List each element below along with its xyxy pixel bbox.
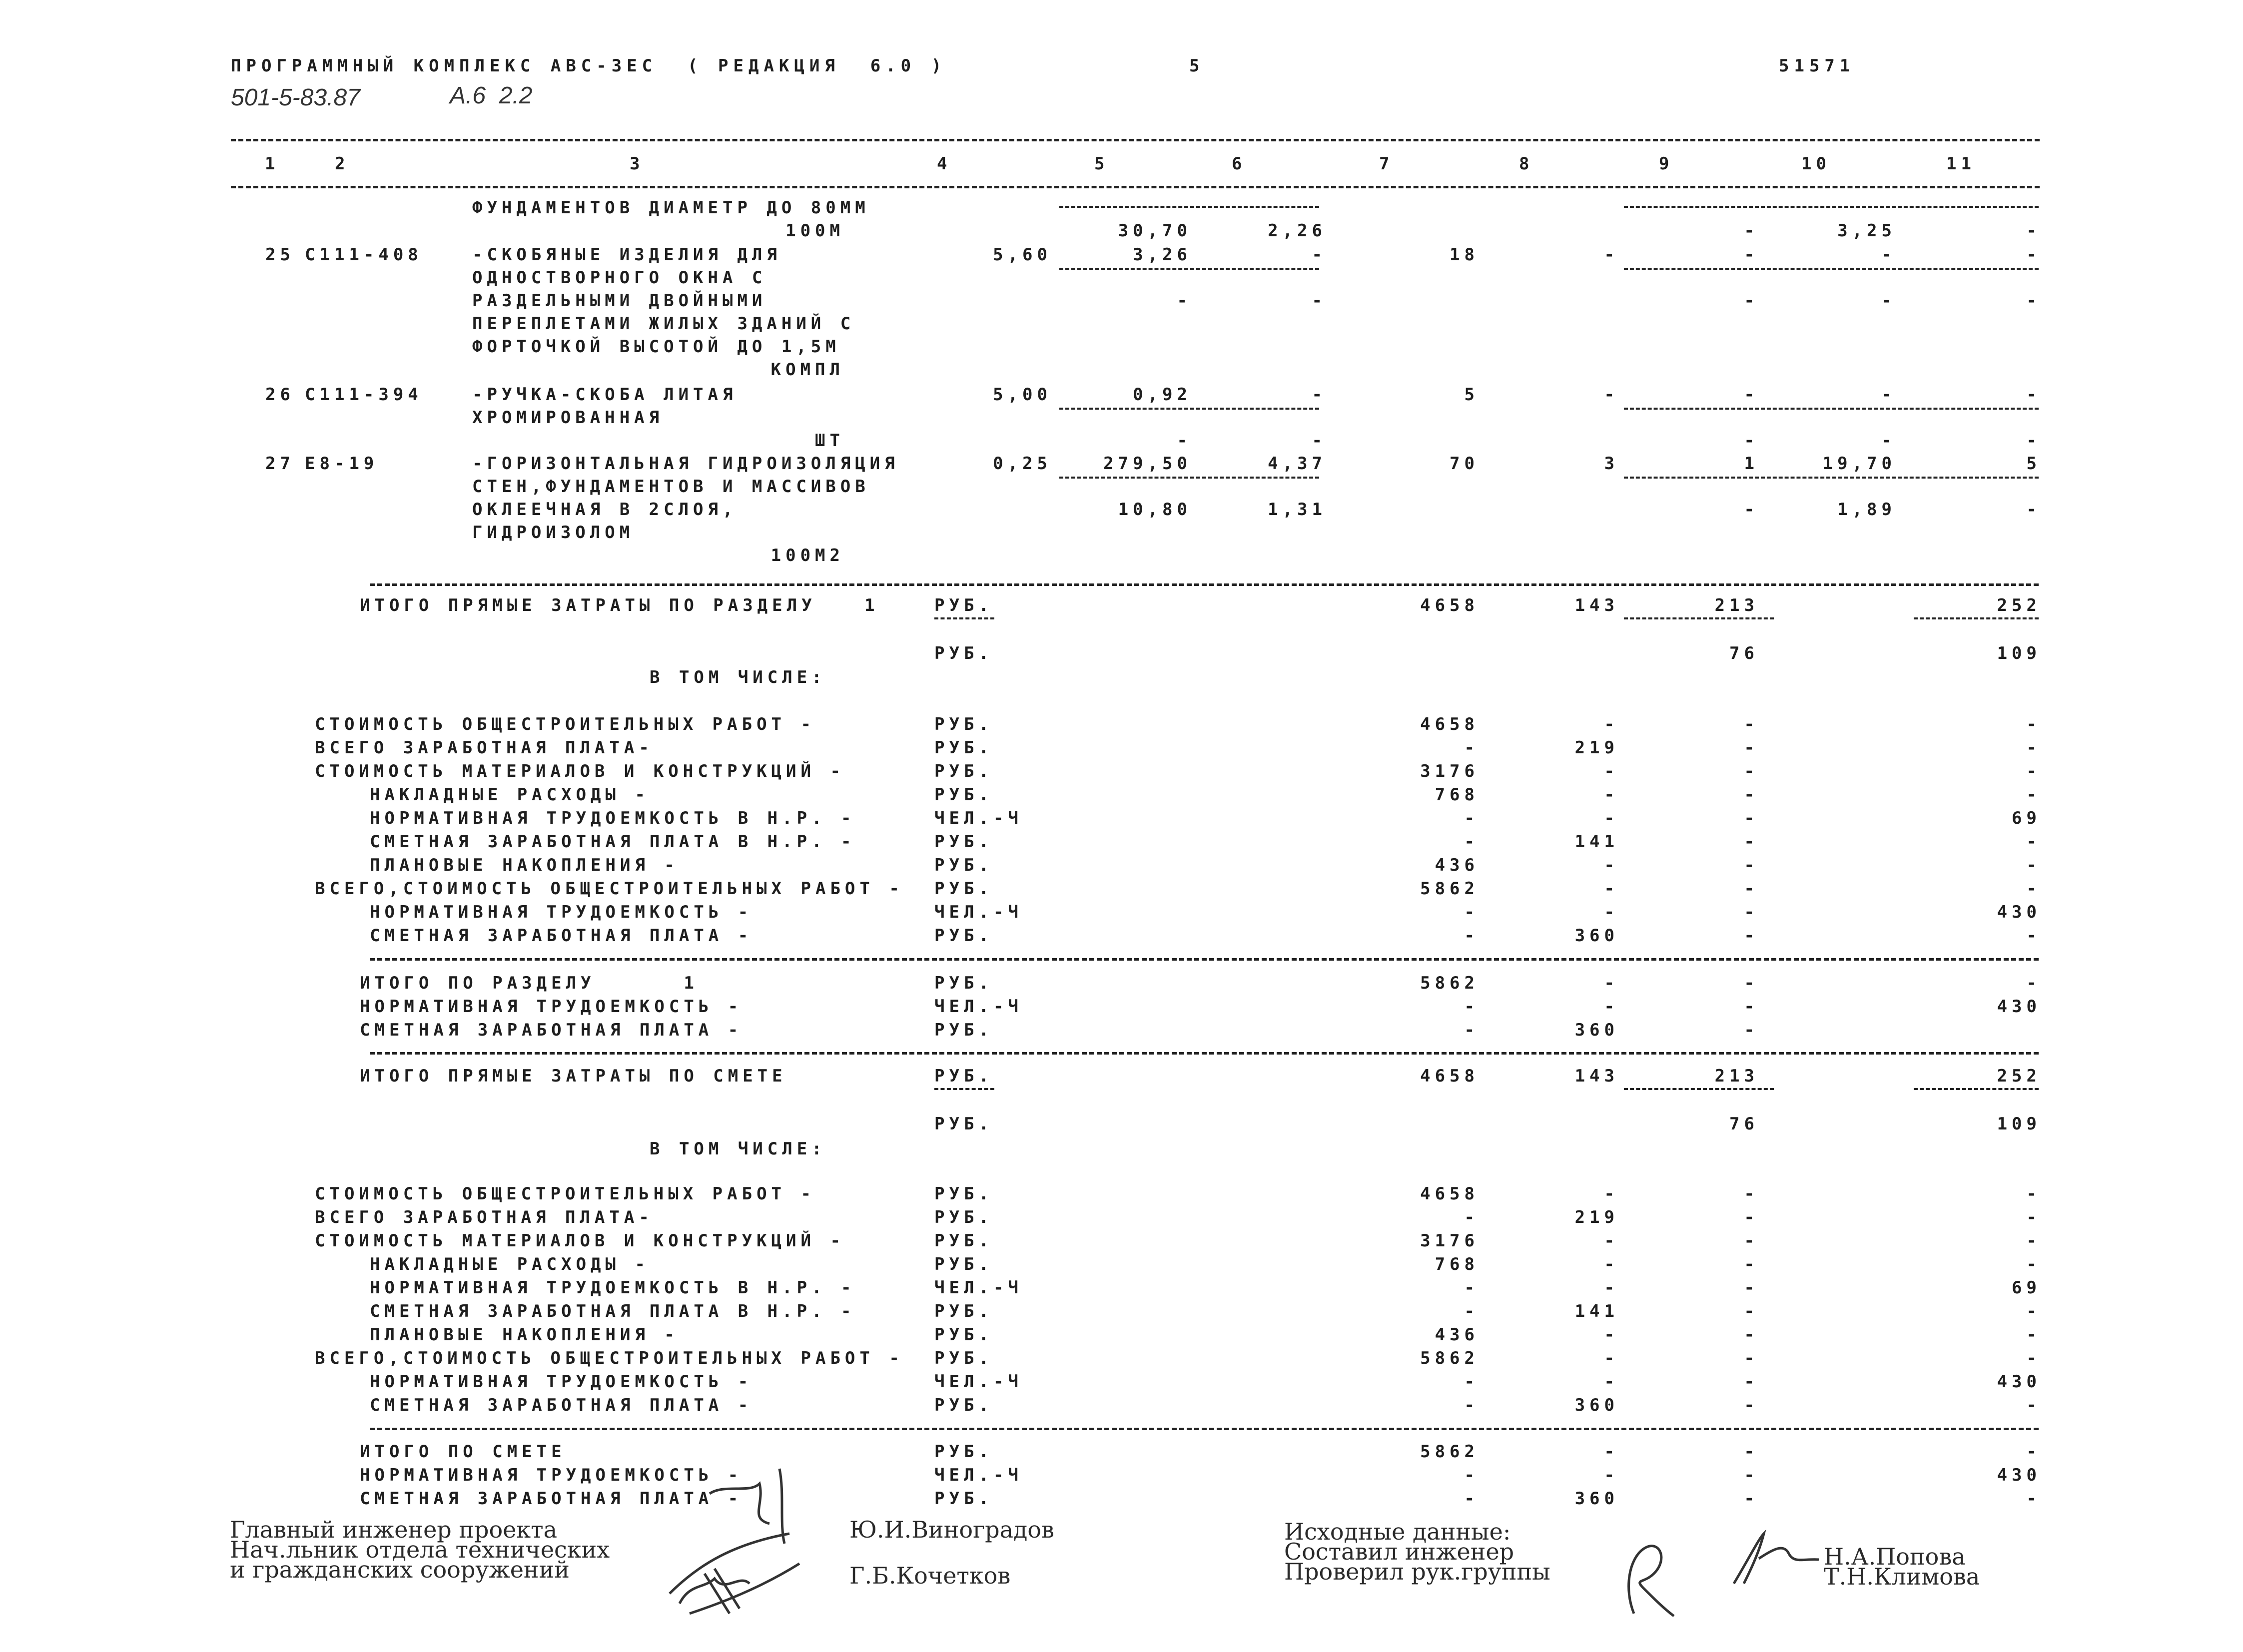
item-description: ГИДРОИЗОЛОМ [472,523,635,543]
value-c7: - [1464,1372,1479,1392]
value-c8: - [1604,785,1619,805]
value-group-rule [1624,408,2039,410]
value-c8: 219 [1574,1207,1619,1227]
unit-label: РУБ. [934,761,993,781]
value-c7: 4658 [1420,1066,1479,1086]
value-c11: - [2026,221,2041,241]
value-c9: - [1744,738,1759,758]
value-c8: 360 [1574,926,1619,946]
value-c8: - [1604,1231,1619,1251]
value-c6: 4,37 [1268,454,1327,474]
value-c7: - [1464,1465,1479,1485]
value-c8: 141 [1574,832,1619,852]
unit-label: РУБ. [934,926,993,946]
breakdown-label: СМЕТНАЯ ЗАРАБОТНАЯ ПЛАТА - [370,926,753,946]
item-description: ФОРТОЧКОЙ ВЫСОТОЙ ДО 1,5М [472,337,840,357]
value-c10: - [1881,245,1896,265]
value-c9: - [1744,902,1759,922]
unit-label: РУБ. [934,738,993,758]
breakdown-label: НОРМАТИВНАЯ ТРУДОЕМКОСТЬ В Н.Р. - [370,808,856,828]
value-c9: - [1744,973,1759,993]
value-c8: - [1604,973,1619,993]
breakdown-label: НОРМАТИВНАЯ ТРУДОЕМКОСТЬ - [370,1372,753,1392]
value-c11: 430 [1997,997,2041,1017]
value-c11b: - [2026,500,2041,520]
value-c8: - [1604,808,1619,828]
value-c11: - [2026,973,2041,993]
value-c8: - [1604,997,1619,1017]
including-label: В ТОМ ЧИСЛЕ: [650,667,826,687]
value-c9: - [1744,1395,1759,1415]
unit-label: ЧЕЛ.-Ч [934,808,1023,828]
value-c11: - [2026,855,2041,875]
total-label: СМЕТНАЯ ЗАРАБОТНАЯ ПЛАТА - [360,1020,743,1040]
unit-label: РУБ. [934,1325,993,1345]
value-group-rule [1914,617,2039,619]
value-c8: - [1604,879,1619,899]
value-c7: - [1464,738,1479,758]
value-c11: - [2026,1231,2041,1251]
value-c5b: - [1177,431,1192,451]
value-c7: 4658 [1420,1184,1479,1204]
value-c7: - [1464,1301,1479,1321]
unit-label: РУБ. [934,595,993,615]
value-c11: - [2026,832,2041,852]
item-unit: 100М2 [770,546,844,565]
breakdown-label: ПЛАНОВЫЕ НАКОПЛЕНИЯ - [370,1325,679,1345]
value-group-rule [1624,206,2039,208]
unit-label: ЧЕЛ.-Ч [934,1465,1023,1485]
program-title: ПРОГРАММНЫЙ КОМПЛЕКС АВС-ЗЕС ( РЕДАКЦИЯ 6.0 ) [231,56,947,76]
value-c9: - [1744,761,1759,781]
value-c6b: - [1312,431,1327,451]
value-c9: - [1744,1278,1759,1298]
value-group-rule [1059,408,1319,410]
unit-label: РУБ. [934,1184,993,1204]
value-c8: 3 [1604,454,1619,474]
handwritten-signature-reviewer [1729,1529,1824,1589]
value-group-rule [1624,477,2039,479]
value-c7: 768 [1435,1254,1479,1274]
value-c9: - [1744,808,1759,828]
value-c9: - [1744,1465,1759,1485]
value-c11: 69 [2012,808,2041,828]
item-description: СТЕН,ФУНДАМЕНТОВ И МАССИВОВ [472,477,870,497]
total-label: ИТОГО ПО РАЗДЕЛУ 1 [360,973,699,993]
value-c9: - [1744,1231,1759,1251]
unit-label: РУБ. [934,1254,993,1274]
value-c9: - [1744,855,1759,875]
unit-label: РУБ. [934,1114,993,1134]
value-c11b: 109 [1997,643,2041,663]
value-c8: - [1604,1278,1619,1298]
breakdown-label: ВСЕГО ЗАРАБОТНАЯ ПЛАТА- [315,738,654,758]
value-c9b: 76 [1729,1114,1759,1134]
value-c4: 0,25 [993,454,1052,474]
value-c7: - [1464,1278,1479,1298]
value-c6: - [1312,385,1327,405]
item-description: ОКЛЕЕЧНАЯ В 2СЛОЯ, [472,500,738,520]
signatory-name: Г.Б.Кочетков [849,1562,1011,1589]
value-c9b: - [1744,291,1759,311]
item-code: С111-394 [305,385,423,405]
unit-label: РУБ. [934,1231,993,1251]
breakdown-label: НОРМАТИВНАЯ ТРУДОЕМКОСТЬ - [370,902,753,922]
value-c5b: 10,80 [1118,500,1192,520]
value-c8: 360 [1574,1395,1619,1415]
item-description: ПЕРЕПЛЕТАМИ ЖИЛЫХ ЗДАНИЙ С [472,314,855,334]
total-label: СМЕТНАЯ ЗАРАБОТНАЯ ПЛАТА - [360,1489,743,1509]
value-c9: - [1744,1184,1759,1204]
unit-label: РУБ. [934,855,993,875]
item-number: 25 [265,245,295,265]
value-c8: - [1604,902,1619,922]
value-c7: - [1464,1020,1479,1040]
value-c8: - [1604,1184,1619,1204]
column-header: 6 [1232,154,1247,174]
value-c11: 430 [1997,902,2041,922]
value-c9: - [1744,1325,1759,1345]
project-code: 501-5-83.87 [231,84,360,111]
value-c10: - [1881,385,1896,405]
value-c11: - [2026,785,2041,805]
value-c11: - [2026,1395,2041,1415]
breakdown-label: ВСЕГО,СТОИМОСТЬ ОБЩЕСТРОИТЕЛЬНЫХ РАБОТ - [315,879,904,899]
value-c10: 19,70 [1822,454,1896,474]
value-c11: - [2026,714,2041,734]
value-c8: 143 [1574,1066,1619,1086]
value-c11: - [2026,1207,2041,1227]
unit-label: РУБ. [934,714,993,734]
section-total-rule [370,583,2039,586]
total-label: НОРМАТИВНАЯ ТРУДОЕМКОСТЬ - [360,1465,743,1485]
value-c9b: - [1744,500,1759,520]
value-c9: - [1744,221,1759,241]
value-c11: 252 [1997,595,2041,615]
value-group-rule [1059,206,1319,208]
value-c8: 360 [1574,1489,1619,1509]
value-c9: - [1744,1348,1759,1368]
value-c7: 4658 [1420,595,1479,615]
value-c11: - [2026,385,2041,405]
value-c9: - [1744,1020,1759,1040]
value-c6: - [1312,245,1327,265]
value-c7: 3176 [1420,761,1479,781]
column-header: 4 [937,154,952,174]
value-c9: - [1744,879,1759,899]
document-number: 51571 [1779,56,1855,76]
value-c9: - [1744,1301,1759,1321]
value-c7: 5862 [1420,1348,1479,1368]
unit-label: РУБ. [934,1489,993,1509]
signatory-name: Н.А.Попова [1824,1543,1966,1570]
column-header: 11 [1946,154,1976,174]
estimate-final-rule [370,1428,2039,1430]
value-c9: - [1744,997,1759,1017]
value-c7: 5862 [1420,1442,1479,1462]
breakdown-label: СМЕТНАЯ ЗАРАБОТНАЯ ПЛАТА В Н.Р. - [370,832,856,852]
unit-label: ЧЕЛ.-Ч [934,1372,1023,1392]
value-c10b: - [1881,291,1896,311]
unit-label: РУБ. [934,1442,993,1462]
value-c8: 141 [1574,1301,1619,1321]
value-c4: 5,60 [993,245,1052,265]
value-c8: 143 [1574,595,1619,615]
item-number: 26 [265,385,295,405]
value-c6b: 1,31 [1268,500,1327,520]
value-group-rule [1624,1088,1774,1090]
value-c11: 430 [1997,1465,2041,1485]
value-c5: 3,26 [1133,245,1192,265]
unit-label: РУБ. [934,643,993,663]
value-c5: 30,70 [1118,221,1192,241]
value-c9b: - [1744,431,1759,451]
value-c8: - [1604,1325,1619,1345]
value-c8: - [1604,1442,1619,1462]
value-c10: 3,25 [1837,221,1896,241]
item-description: ФУНДАМЕНТОВ ДИАМЕТР ДО 80ММ [472,198,870,218]
unit-label: РУБ. [934,1395,993,1415]
unit-rule [934,1088,994,1090]
value-c9: - [1744,926,1759,946]
value-c8: - [1604,385,1619,405]
column-header: 2 [335,154,350,174]
breakdown-label: НАКЛАДНЫЕ РАСХОДЫ - [370,1254,650,1274]
value-c11b: - [2026,291,2041,311]
value-c9: - [1744,1442,1759,1462]
unit-label: РУБ. [934,1020,993,1040]
value-c9: - [1744,245,1759,265]
column-header: 3 [630,154,645,174]
signature-title: Исходные данные: [1284,1518,1511,1545]
value-c7: - [1464,997,1479,1017]
value-group-rule [1059,268,1319,270]
unit-label: РУБ. [934,1066,993,1086]
breakdown-label: СТОИМОСТЬ ОБЩЕСТРОИТЕЛЬНЫХ РАБОТ - [315,714,815,734]
value-c7: 18 [1450,245,1479,265]
item-description: -РУЧКА-СКОБА ЛИТАЯ [472,385,738,405]
table-top-rule [231,139,2040,141]
breakdown-label: СМЕТНАЯ ЗАРАБОТНАЯ ПЛАТА - [370,1395,753,1415]
value-c8: - [1604,245,1619,265]
item-description: -ГОРИЗОНТАЛЬНАЯ ГИДРОИЗОЛЯЦИЯ [472,454,899,474]
value-c7: - [1464,1395,1479,1415]
signatory-name: Т.Н.Климова [1824,1563,1980,1590]
value-c11: - [2026,1442,2041,1462]
value-c11: - [2026,1301,2041,1321]
signature-title: Нач.льник отдела технических [230,1536,610,1563]
value-c7: 3176 [1420,1231,1479,1251]
value-c11: - [2026,1325,2041,1345]
value-c9b: 76 [1729,643,1759,663]
item-description: ХРОМИРОВАННАЯ [472,408,664,428]
value-c8: - [1604,761,1619,781]
breakdown-label: СТОИМОСТЬ МАТЕРИАЛОВ И КОНСТРУКЦИЙ - [315,761,845,781]
unit-label: РУБ. [934,1301,993,1321]
unit-label: ЧЕЛ.-Ч [934,1278,1023,1298]
value-c8: - [1604,1348,1619,1368]
column-header: 8 [1519,154,1534,174]
unit-label: ЧЕЛ.-Ч [934,997,1023,1017]
unit-label: ЧЕЛ.-Ч [934,902,1023,922]
signature-title: Проверил рук.группы [1284,1558,1550,1585]
breakdown-label: СМЕТНАЯ ЗАРАБОТНАЯ ПЛАТА В Н.Р. - [370,1301,856,1321]
value-c8: 219 [1574,738,1619,758]
value-c11: - [2026,1254,2041,1274]
value-c7: 4658 [1420,714,1479,734]
value-c11: 252 [1997,1066,2041,1086]
unit-label: РУБ. [934,832,993,852]
value-group-rule [1059,477,1319,479]
unit-rule [934,617,994,619]
item-description: РАЗДЕЛЬНЫМИ ДВОЙНЫМИ [472,291,767,311]
unit-label: РУБ. [934,1207,993,1227]
section-total-label: ИТОГО ПРЯМЫЕ ЗАТРАТЫ ПО РАЗДЕЛУ [360,595,816,615]
value-c9: - [1744,785,1759,805]
value-c9: - [1744,1254,1759,1274]
value-c8: - [1604,1254,1619,1274]
handwritten-signature-compiler [1614,1529,1679,1619]
handwritten-signature-chief-engineer [660,1464,809,1624]
value-c8: - [1604,714,1619,734]
signature-title: и гражданских сооружений [230,1556,570,1583]
value-c9: 213 [1714,1066,1759,1086]
item-description: -СКОБЯНЫЕ ИЗДЕЛИЯ ДЛЯ [472,245,781,265]
value-c9: - [1744,1489,1759,1509]
value-c7: - [1464,1489,1479,1509]
value-c7: 70 [1450,454,1479,474]
section-final-rule [370,958,2039,961]
estimate-total-label: ИТОГО ПРЯМЫЕ ЗАТРАТЫ ПО СМЕТЕ [360,1066,787,1086]
value-c11: - [2026,738,2041,758]
value-c11: - [2026,879,2041,899]
value-c9: - [1744,1372,1759,1392]
breakdown-label: ПЛАНОВЫЕ НАКОПЛЕНИЯ - [370,855,679,875]
value-c11: - [2026,1184,2041,1204]
signatory-name: Ю.И.Виноградов [849,1516,1054,1543]
value-c10b: - [1881,431,1896,451]
page-number: 5 [1189,56,1205,76]
breakdown-label: НОРМАТИВНАЯ ТРУДОЕМКОСТЬ В Н.Р. - [370,1278,856,1298]
value-c4: 5,00 [993,385,1052,405]
breakdown-label: НАКЛАДНЫЕ РАСХОДЫ - [370,785,650,805]
value-c5: 0,92 [1133,385,1192,405]
item-code: С111-408 [305,245,423,265]
breakdown-label: ВСЕГО,СТОИМОСТЬ ОБЩЕСТРОИТЕЛЬНЫХ РАБОТ - [315,1348,904,1368]
item-description: ОДНОСТВОРНОГО ОКНА С [472,268,767,288]
value-c11: - [2026,1489,2041,1509]
value-c6: 2,26 [1268,221,1327,241]
value-c7: 436 [1435,855,1479,875]
value-c11: 5 [2026,454,2041,474]
value-c11: - [2026,926,2041,946]
section-number: 1 [864,595,879,615]
value-c11: - [2026,245,2041,265]
total-label: ИТОГО ПО СМЕТЕ [360,1442,566,1462]
value-c11b: 109 [1997,1114,2041,1134]
value-c7: 768 [1435,785,1479,805]
value-c5b: - [1177,291,1192,311]
value-c11: - [2026,1348,2041,1368]
value-c7: 5 [1464,385,1479,405]
value-c11b: - [2026,431,2041,451]
item-unit: ШТ [815,431,844,451]
breakdown-label: СТОИМОСТЬ ОБЩЕСТРОИТЕЛЬНЫХ РАБОТ - [315,1184,815,1204]
value-c11: 69 [2012,1278,2041,1298]
item-unit: КОМПЛ [770,360,844,380]
value-c9: 1 [1744,454,1759,474]
estimate-total-rule [370,1052,2039,1055]
value-c9: - [1744,832,1759,852]
value-c7: - [1464,926,1479,946]
value-c11: 430 [1997,1372,2041,1392]
column-header: 5 [1094,154,1109,174]
value-c8: - [1604,1372,1619,1392]
value-group-rule [1624,617,1774,619]
unit-label: РУБ. [934,785,993,805]
value-c7: - [1464,902,1479,922]
signature-title: Составил инженер [1284,1538,1514,1565]
value-group-rule [1624,268,2039,270]
value-c11: - [2026,761,2041,781]
column-header: 9 [1659,154,1674,174]
value-c9: - [1744,385,1759,405]
value-c6b: - [1312,291,1327,311]
unit-label: РУБ. [934,879,993,899]
item-unit: 100М [785,221,844,241]
column-header: 1 [265,154,280,174]
value-c10b: 1,89 [1837,500,1896,520]
breakdown-label: СТОИМОСТЬ МАТЕРИАЛОВ И КОНСТРУКЦИЙ - [315,1231,845,1251]
unit-label: РУБ. [934,1348,993,1368]
column-header: 10 [1801,154,1831,174]
unit-label: РУБ. [934,973,993,993]
value-c7: - [1464,808,1479,828]
value-c7: 5862 [1420,973,1479,993]
value-c8: - [1604,855,1619,875]
total-label: НОРМАТИВНАЯ ТРУДОЕМКОСТЬ - [360,997,743,1017]
signature-title: Главный инженер проекта [230,1516,558,1543]
value-c7: 436 [1435,1325,1479,1345]
value-c8: 360 [1574,1020,1619,1040]
album-reference: А.6 2.2 [450,82,533,109]
item-code: Е8-19 [305,454,379,474]
header-bottom-rule [231,186,2040,188]
value-group-rule [1914,1088,2039,1090]
breakdown-label: ВСЕГО ЗАРАБОТНАЯ ПЛАТА- [315,1207,654,1227]
value-c9: 213 [1714,595,1759,615]
value-c7: - [1464,1207,1479,1227]
including-label: В ТОМ ЧИСЛЕ: [650,1139,826,1159]
value-c8: - [1604,1465,1619,1485]
column-header: 7 [1379,154,1394,174]
item-number: 27 [265,454,295,474]
value-c5: 279,50 [1103,454,1192,474]
value-c9: - [1744,714,1759,734]
value-c7: 5862 [1420,879,1479,899]
value-c7: - [1464,832,1479,852]
value-c9: - [1744,1207,1759,1227]
